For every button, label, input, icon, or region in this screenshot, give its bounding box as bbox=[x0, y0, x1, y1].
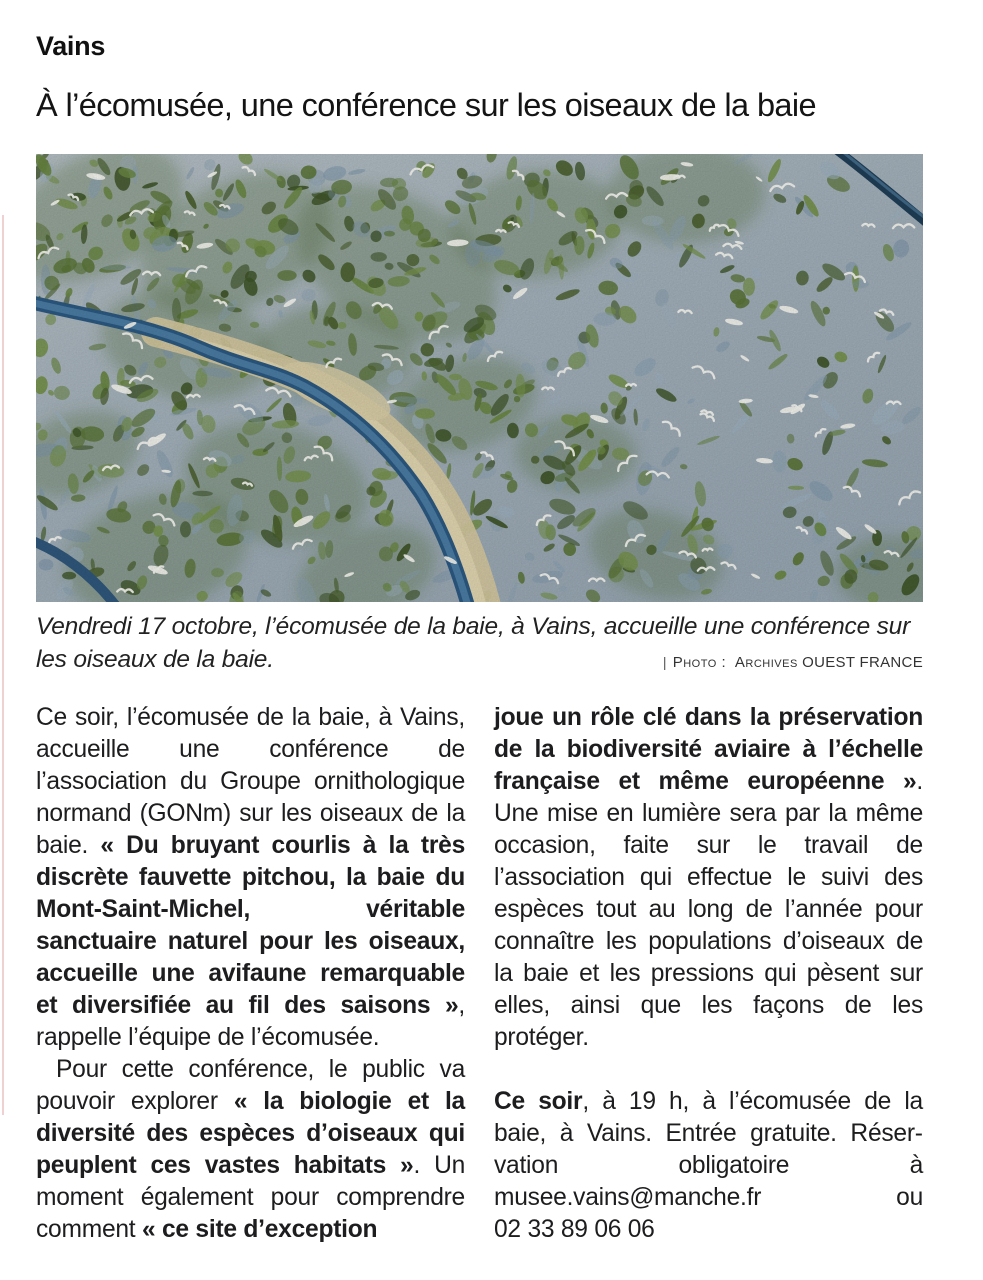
credit-agency: OUEST FRANCE bbox=[802, 654, 923, 671]
photo-credit bbox=[663, 654, 923, 671]
aerial-bay-photo-drawing bbox=[36, 154, 923, 602]
credit-divider-icon: | bbox=[662, 654, 667, 670]
article-paragraph: joue un rôle clé dans la préservation de la biodiversité aviaire à l’échelle française et même européenne ». Une mise en lumière sera par la même occasion, faite sur le travail de l’association qui effectue le suivi des espèces tout au long de l’année pour connaître les populations d’oiseaux de la baie et les pressions qui pèsent sur elles, ainsi que les façons de les protéger. bbox=[494, 704, 923, 1051]
aerial-bay-photo bbox=[36, 154, 923, 602]
article-paragraph: Ce soir, à 19 h, à l’écomusée de la baie, à Vains. Entrée gratuite. Réservation obligatoire à musee.vains@manche.fr ou 02 33 89 06 06 bbox=[494, 1088, 923, 1243]
credit-label: Photo : bbox=[672, 654, 727, 671]
photo-caption: Vendredi 17 octobre, l’écomusée de la baie, à Vains, accueille une conférence sur les oiseaux de la baie. bbox=[36, 613, 911, 673]
article-column-left bbox=[36, 702, 465, 1246]
article-paragraph: Pour cette conférence, le public va pouvoir explorer « la biologie et la diversité des espèces d’oiseaux qui peuplent ces vastes habitats ». Un moment également pour comprendre comment « ce site d’exception bbox=[36, 1056, 466, 1243]
article-headline: À l’écomusée, une conférence sur les oiseaux de la baie bbox=[36, 87, 816, 123]
kicker-town: Vains bbox=[36, 31, 106, 61]
photo-grain-overlay bbox=[36, 154, 923, 602]
article-column-right bbox=[494, 702, 923, 1246]
credit-value: Archives bbox=[734, 654, 798, 671]
page-fold-rule bbox=[2, 215, 4, 1115]
caption-block bbox=[36, 610, 923, 676]
article-paragraph: Ce soir, l’écomusée de la baie, à Vains, accueille une conférence de l’association du Groupe ornithologique normand (GONm) sur les oiseaux de la baie. « Du bruyant courlis à la très discrète fauvette pitchou, la baie du Mont-Saint-Michel, véritable sanctuaire naturel pour les oiseaux, accueille une avifaune remarquable et diversifiée au fil des saisons », rappelle l’équipe de l’écomusée. bbox=[36, 704, 465, 1051]
